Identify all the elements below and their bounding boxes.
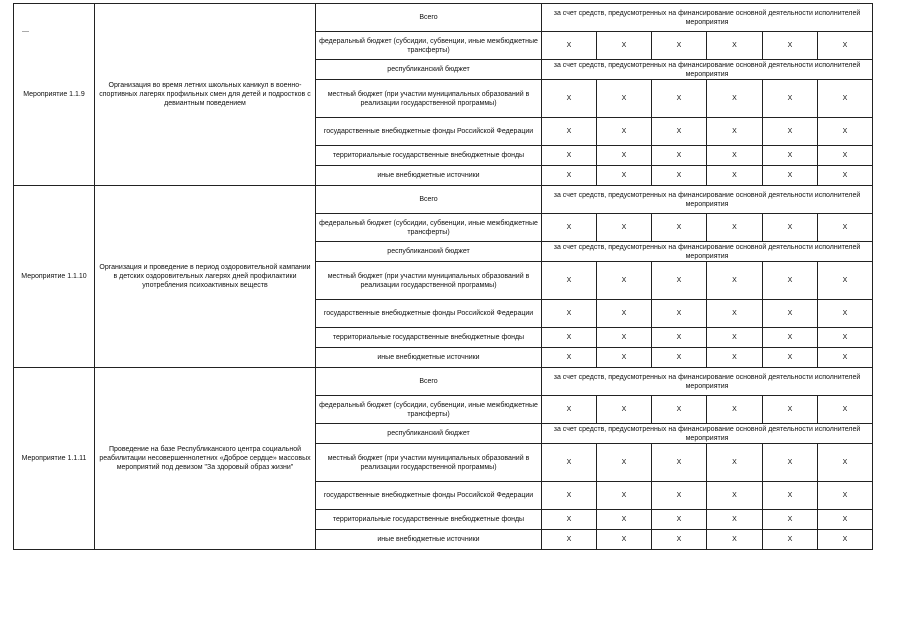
funding-note: за счет средств, предусмотренных на финансирование основной деятельности исполнителей мероприятия <box>542 242 873 262</box>
x-mark-cell: X <box>542 80 597 118</box>
table-row <box>14 186 873 214</box>
x-mark-cell: X <box>707 32 763 60</box>
x-mark-cell: X <box>763 214 818 242</box>
x-mark-cell: X <box>597 396 652 424</box>
x-mark-cell: X <box>818 118 873 146</box>
funding-table <box>13 3 873 550</box>
x-mark-cell: X <box>818 262 873 300</box>
x-mark-cell: X <box>597 328 652 348</box>
funding-source-label: местный бюджет (при участии муниципальных образований в реализации государственной программы) <box>316 262 542 300</box>
x-mark-cell: X <box>652 510 707 530</box>
x-mark-cell: X <box>818 328 873 348</box>
x-mark-cell: X <box>707 262 763 300</box>
event-code: Мероприятие 1.1.9 <box>14 4 95 186</box>
x-mark-cell: X <box>818 530 873 550</box>
funding-source-label: республиканский бюджет <box>316 242 542 262</box>
x-mark-cell: X <box>763 80 818 118</box>
x-mark-cell: X <box>597 80 652 118</box>
event-description: Проведение на базе Республиканского центра социальной реабилитации несовершеннолетних «Доброе сердце» массовых мероприятий под девизом "За здоровый образ жизни" <box>95 368 316 550</box>
x-mark-cell: X <box>542 530 597 550</box>
x-mark-cell: X <box>542 396 597 424</box>
x-mark-cell: X <box>818 348 873 368</box>
x-mark-cell: X <box>763 300 818 328</box>
x-mark-cell: X <box>763 118 818 146</box>
funding-source-label: государственные внебюджетные фонды Российской Федерации <box>316 482 542 510</box>
x-mark-cell: X <box>652 444 707 482</box>
funding-source-label: федеральный бюджет (субсидии, субвенции, иные межбюджетные трансферты) <box>316 214 542 242</box>
funding-source-label: республиканский бюджет <box>316 60 542 80</box>
x-mark-cell: X <box>542 146 597 166</box>
x-mark-cell: X <box>818 510 873 530</box>
x-mark-cell: X <box>763 530 818 550</box>
x-mark-cell: X <box>597 482 652 510</box>
x-mark-cell: X <box>597 214 652 242</box>
x-mark-cell: X <box>597 146 652 166</box>
x-mark-cell: X <box>542 300 597 328</box>
x-mark-cell: X <box>542 262 597 300</box>
x-mark-cell: X <box>818 146 873 166</box>
funding-source-label: федеральный бюджет (субсидии, субвенции, иные межбюджетные трансферты) <box>316 396 542 424</box>
x-mark-cell: X <box>818 166 873 186</box>
funding-source-label: территориальные государственные внебюджетные фонды <box>316 328 542 348</box>
event-code: Мероприятие 1.1.11 <box>14 368 95 550</box>
x-mark-cell: X <box>763 328 818 348</box>
funding-source-label: Всего <box>316 186 542 214</box>
funding-source-label: местный бюджет (при участии муниципальных образований в реализации государственной программы) <box>316 80 542 118</box>
x-mark-cell: X <box>542 214 597 242</box>
x-mark-cell: X <box>707 396 763 424</box>
funding-source-label: федеральный бюджет (субсидии, субвенции, иные межбюджетные трансферты) <box>316 32 542 60</box>
x-mark-cell: X <box>542 510 597 530</box>
x-mark-cell: X <box>542 482 597 510</box>
x-mark-cell: X <box>542 166 597 186</box>
funding-source-label: Всего <box>316 4 542 32</box>
x-mark-cell: X <box>597 510 652 530</box>
funding-source-label: государственные внебюджетные фонды Российской Федерации <box>316 118 542 146</box>
x-mark-cell: X <box>763 146 818 166</box>
funding-note: за счет средств, предусмотренных на финансирование основной деятельности исполнителей мероприятия <box>542 424 873 444</box>
x-mark-cell: X <box>542 444 597 482</box>
x-mark-cell: X <box>652 530 707 550</box>
funding-source-label: иные внебюджетные источники <box>316 166 542 186</box>
x-mark-cell: X <box>818 300 873 328</box>
funding-source-label: республиканский бюджет <box>316 424 542 444</box>
x-mark-cell: X <box>707 348 763 368</box>
x-mark-cell: X <box>597 530 652 550</box>
x-mark-cell: X <box>652 262 707 300</box>
funding-source-label: иные внебюджетные источники <box>316 530 542 550</box>
x-mark-cell: X <box>818 32 873 60</box>
x-mark-cell: X <box>763 166 818 186</box>
x-mark-cell: X <box>597 444 652 482</box>
table-body <box>14 4 873 550</box>
x-mark-cell: X <box>707 530 763 550</box>
x-mark-cell: X <box>707 146 763 166</box>
x-mark-cell: X <box>707 118 763 146</box>
x-mark-cell: X <box>652 482 707 510</box>
stray-mark: — <box>22 28 29 35</box>
x-mark-cell: X <box>542 328 597 348</box>
x-mark-cell: X <box>818 214 873 242</box>
x-mark-cell: X <box>652 214 707 242</box>
x-mark-cell: X <box>652 328 707 348</box>
x-mark-cell: X <box>597 300 652 328</box>
x-mark-cell: X <box>652 80 707 118</box>
x-mark-cell: X <box>707 300 763 328</box>
x-mark-cell: X <box>707 166 763 186</box>
funding-note: за счет средств, предусмотренных на финансирование основной деятельности исполнителей мероприятия <box>542 60 873 80</box>
funding-source-label: территориальные государственные внебюджетные фонды <box>316 510 542 530</box>
x-mark-cell: X <box>763 510 818 530</box>
funding-source-label: иные внебюджетные источники <box>316 348 542 368</box>
x-mark-cell: X <box>597 348 652 368</box>
x-mark-cell: X <box>542 348 597 368</box>
event-description: Организация во время летних школьных каникул в военно-спортивных лагерях профильных смен для детей и подростков с девиантным поведением <box>95 4 316 186</box>
x-mark-cell: X <box>652 166 707 186</box>
x-mark-cell: X <box>652 32 707 60</box>
event-code: Мероприятие 1.1.10 <box>14 186 95 368</box>
table-row <box>14 368 873 396</box>
x-mark-cell: X <box>818 444 873 482</box>
x-mark-cell: X <box>818 396 873 424</box>
x-mark-cell: X <box>707 482 763 510</box>
x-mark-cell: X <box>818 482 873 510</box>
x-mark-cell: X <box>652 146 707 166</box>
x-mark-cell: X <box>652 348 707 368</box>
x-mark-cell: X <box>597 166 652 186</box>
funding-source-label: государственные внебюджетные фонды Российской Федерации <box>316 300 542 328</box>
x-mark-cell: X <box>818 80 873 118</box>
x-mark-cell: X <box>597 32 652 60</box>
x-mark-cell: X <box>707 328 763 348</box>
x-mark-cell: X <box>652 396 707 424</box>
table-row <box>14 4 873 32</box>
event-description: Организация и проведение в период оздоровительной кампании в детских оздоровительных лагерях дней профилактики употребления психоактивных веществ <box>95 186 316 368</box>
funding-source-label: Всего <box>316 368 542 396</box>
x-mark-cell: X <box>707 214 763 242</box>
funding-source-label: местный бюджет (при участии муниципальных образований в реализации государственной программы) <box>316 444 542 482</box>
x-mark-cell: X <box>542 118 597 146</box>
x-mark-cell: X <box>597 262 652 300</box>
funding-source-label: территориальные государственные внебюджетные фонды <box>316 146 542 166</box>
x-mark-cell: X <box>763 32 818 60</box>
x-mark-cell: X <box>707 510 763 530</box>
funding-note: за счет средств, предусмотренных на финансирование основной деятельности исполнителей мероприятия <box>542 186 873 214</box>
funding-note: за счет средств, предусмотренных на финансирование основной деятельности исполнителей мероприятия <box>542 4 873 32</box>
x-mark-cell: X <box>763 262 818 300</box>
x-mark-cell: X <box>542 32 597 60</box>
x-mark-cell: X <box>763 444 818 482</box>
x-mark-cell: X <box>652 300 707 328</box>
x-mark-cell: X <box>597 118 652 146</box>
x-mark-cell: X <box>707 444 763 482</box>
x-mark-cell: X <box>652 118 707 146</box>
x-mark-cell: X <box>763 348 818 368</box>
x-mark-cell: X <box>707 80 763 118</box>
funding-note: за счет средств, предусмотренных на финансирование основной деятельности исполнителей мероприятия <box>542 368 873 396</box>
x-mark-cell: X <box>763 396 818 424</box>
x-mark-cell: X <box>763 482 818 510</box>
